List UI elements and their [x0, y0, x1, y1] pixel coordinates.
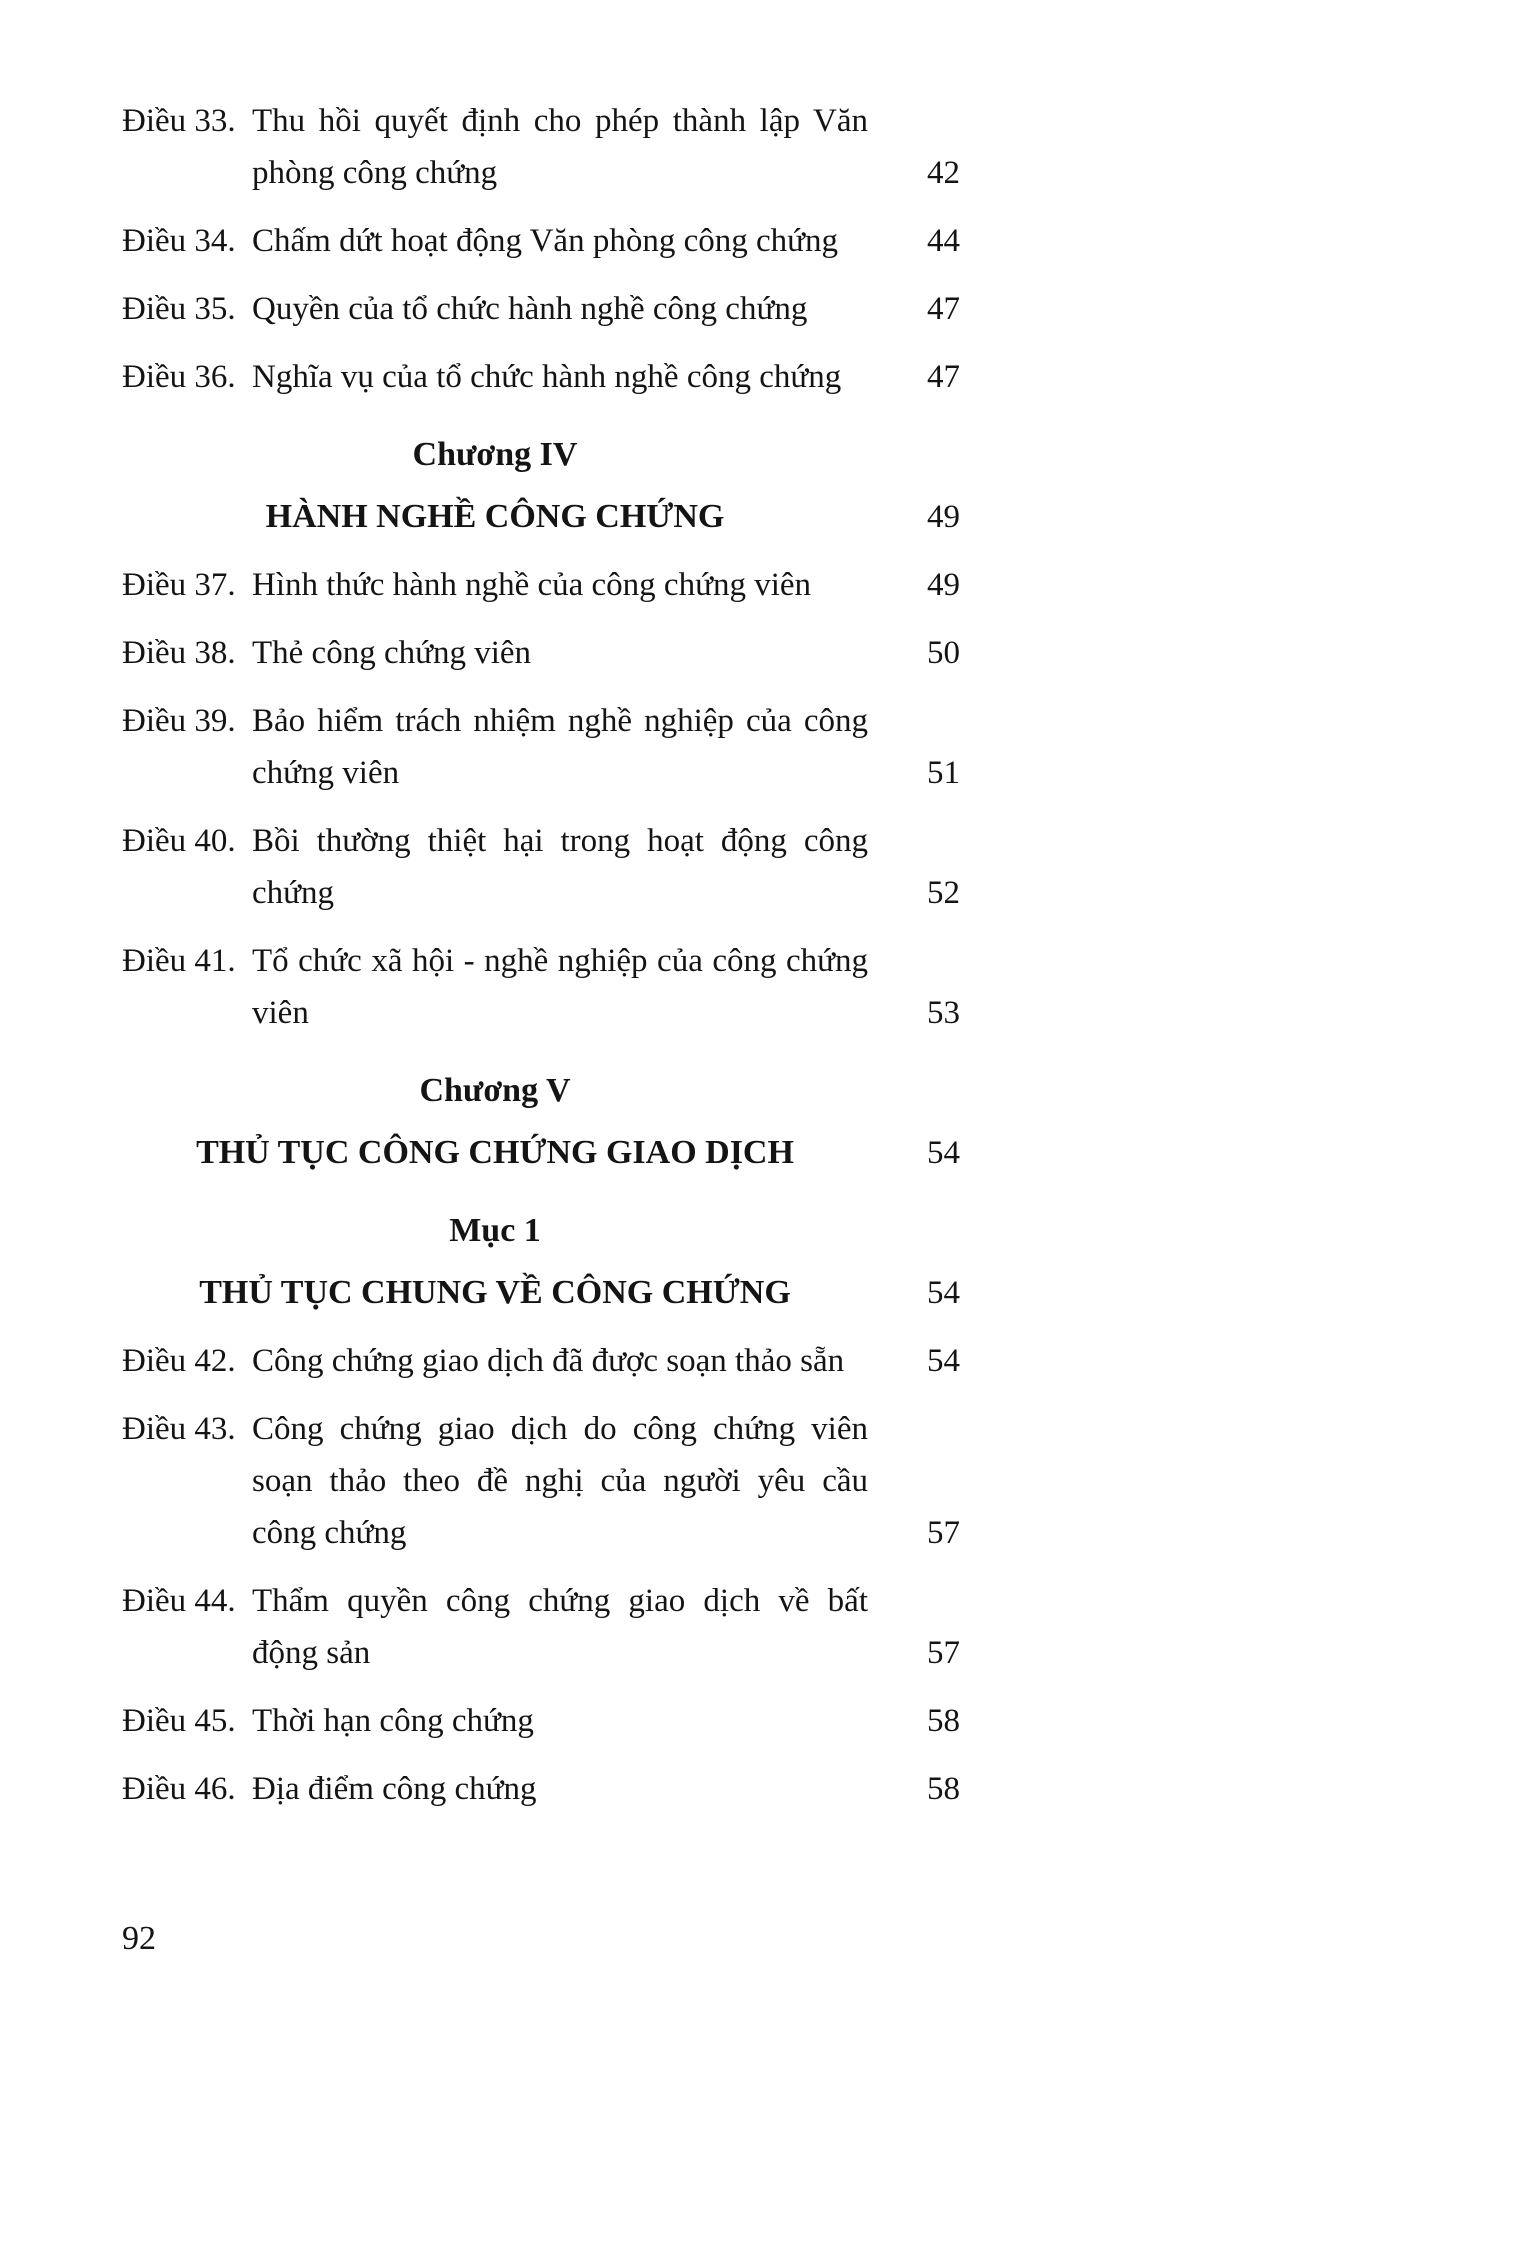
table-of-contents	[122, 95, 960, 1831]
toc-entry	[122, 627, 960, 679]
heading-kicker-row	[122, 1205, 960, 1257]
article-page-number: 42	[927, 155, 960, 191]
toc-entry	[122, 1335, 960, 1387]
article-page-number: 47	[927, 291, 960, 327]
article-title: Bảo hiểm trách nhiệm nghề nghiệp của công chứng viên	[252, 703, 868, 791]
article-title: Thu hồi quyết định cho phép thành lập Văn phòng công chứng	[252, 103, 868, 191]
toc-entry	[122, 1763, 960, 1815]
chapter-kicker: Chương IV	[412, 436, 578, 473]
toc-entry	[122, 1575, 960, 1679]
article-title: Chấm dứt hoạt động Văn phòng công chứng	[252, 223, 839, 259]
article-number: Điều 45.	[122, 1703, 236, 1739]
article-number: Điều 35.	[122, 291, 236, 327]
article-title: Địa điểm công chứng	[252, 1771, 537, 1807]
article-number: Điều 33.	[122, 103, 236, 139]
article-number: Điều 42.	[122, 1343, 236, 1379]
article-number: Điều 44.	[122, 1583, 236, 1619]
article-title: Công chứng giao dịch đã được soạn thảo sẵn	[252, 1343, 845, 1379]
toc-entry	[122, 95, 960, 199]
article-page-number: 54	[927, 1343, 960, 1379]
chapter-title: HÀNH NGHỀ CÔNG CHỨNG	[265, 498, 725, 535]
article-title: Tổ chức xã hội - nghề nghiệp của công chứng viên	[252, 943, 868, 1031]
article-number: Điều 43.	[122, 1411, 236, 1447]
article-page-number: 58	[927, 1771, 960, 1807]
chapter-page-number: 54	[927, 1135, 960, 1171]
article-page-number: 50	[927, 635, 960, 671]
article-page-number: 51	[927, 755, 960, 791]
heading-title-row	[122, 491, 960, 543]
article-title: Nghĩa vụ của tổ chức hành nghề công chứng	[252, 359, 842, 395]
toc-entry	[122, 695, 960, 799]
page-number: 92	[122, 1920, 156, 1957]
article-number: Điều 41.	[122, 943, 236, 979]
toc-entry	[122, 815, 960, 919]
article-page-number: 57	[927, 1515, 960, 1551]
toc-entry	[122, 559, 960, 611]
heading-kicker-row	[122, 429, 960, 481]
chapter-title: THỦ TỤC CÔNG CHỨNG GIAO DỊCH	[196, 1134, 794, 1171]
article-number: Điều 40.	[122, 823, 236, 859]
toc-entry	[122, 1695, 960, 1747]
article-number: Điều 46.	[122, 1771, 236, 1807]
article-page-number: 57	[927, 1635, 960, 1671]
toc-entry	[122, 283, 960, 335]
toc-entry	[122, 935, 960, 1039]
chapter-kicker: Chương V	[419, 1072, 571, 1109]
article-page-number: 53	[927, 995, 960, 1031]
article-title: Quyền của tổ chức hành nghề công chứng	[252, 291, 808, 327]
chapter-kicker: Mục 1	[449, 1212, 541, 1249]
article-page-number: 52	[927, 875, 960, 911]
article-page-number: 58	[927, 1703, 960, 1739]
article-title: Thẻ công chứng viên	[252, 635, 532, 671]
article-page-number: 44	[927, 223, 960, 259]
toc-entry	[122, 351, 960, 403]
article-number: Điều 36.	[122, 359, 236, 395]
article-title: Thẩm quyền công chứng giao dịch về bất động sản	[252, 1583, 868, 1671]
article-title: Thời hạn công chứng	[252, 1703, 534, 1739]
article-page-number: 47	[927, 359, 960, 395]
article-number: Điều 34.	[122, 223, 236, 259]
chapter-title: THỦ TỤC CHUNG VỀ CÔNG CHỨNG	[199, 1274, 791, 1311]
chapter-page-number: 49	[927, 499, 960, 535]
article-title: Bồi thường thiệt hại trong hoạt động công chứng	[252, 823, 868, 911]
article-page-number: 49	[927, 567, 960, 603]
toc-entry	[122, 1403, 960, 1559]
article-title: Công chứng giao dịch do công chứng viên soạn thảo theo đề nghị của người yêu cầu công chứng	[252, 1411, 868, 1551]
toc-entry	[122, 215, 960, 267]
article-number: Điều 39.	[122, 703, 236, 739]
article-number: Điều 38.	[122, 635, 236, 671]
heading-title-row	[122, 1267, 960, 1319]
heading-kicker-row	[122, 1065, 960, 1117]
article-number: Điều 37.	[122, 567, 236, 603]
chapter-page-number: 54	[927, 1275, 960, 1311]
heading-title-row	[122, 1127, 960, 1179]
article-title: Hình thức hành nghề của công chứng viên	[252, 567, 812, 603]
